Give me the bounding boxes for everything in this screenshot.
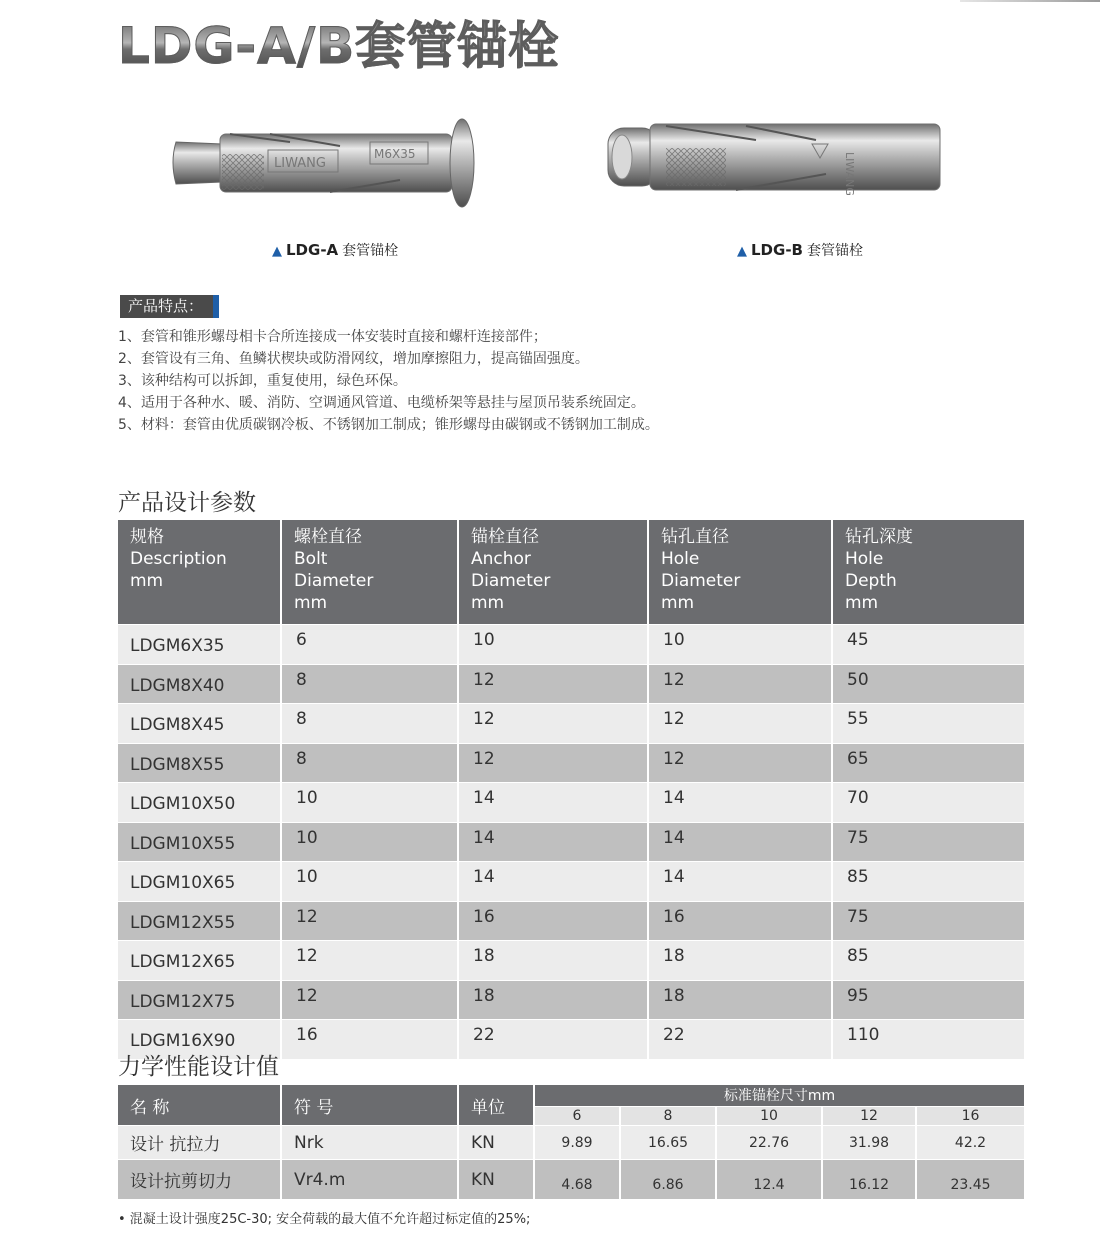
- spec-header-cell: [459, 520, 649, 624]
- mech-row-shear: [118, 1159, 1024, 1199]
- spec-header-line: 规格: [130, 527, 164, 547]
- mech-header-name: 名 称: [118, 1085, 282, 1125]
- spec-value-cell: 75: [833, 901, 1024, 941]
- spec-value-cell: 95: [833, 980, 1024, 1020]
- spec-header-line: Diameter: [471, 571, 551, 591]
- spec-value-cell: 110: [833, 1019, 1024, 1059]
- spec-model-cell: LDGM12X55: [118, 901, 282, 941]
- feature-item: 4、适用于各种水、暖、消防、空调通风管道、电缆桥架等悬挂与屋顶吊装系统固定。: [118, 395, 645, 411]
- svg-text:M6X35: M6X35: [374, 147, 416, 161]
- feature-item: 2、套管设有三角、鱼鳞状楔块或防滑网纹，增加摩擦阻力，提高锚固强度。: [118, 351, 589, 367]
- table-row: [118, 901, 1024, 941]
- spec-value-cell: 10: [649, 624, 833, 664]
- spec-header-cell: [118, 520, 282, 624]
- spec-model-cell: LDGM8X45: [118, 703, 282, 743]
- feature-item: 3、该种结构可以拆卸，重复使用，绿色环保。: [118, 373, 407, 389]
- spec-header-line: Hole: [845, 549, 884, 569]
- table-row: [118, 980, 1024, 1020]
- table-row: [118, 624, 1024, 664]
- spec-value-cell: 10: [282, 822, 459, 862]
- mech-cell-value: 4.68: [535, 1159, 621, 1199]
- ldg-b-code: LDG-B: [751, 241, 803, 259]
- spec-value-cell: 8: [282, 664, 459, 704]
- mech-cell-symbol: Nrk: [282, 1125, 459, 1159]
- spec-header-line: mm: [294, 593, 328, 613]
- spec-value-cell: 14: [649, 861, 833, 901]
- mech-header-unit: 单位: [459, 1085, 535, 1125]
- table-row: [118, 703, 1024, 743]
- mech-size-header: 8: [621, 1107, 717, 1125]
- spec-header-line: Bolt: [294, 549, 328, 569]
- mech-size-header: 6: [535, 1107, 621, 1125]
- ldg-b-anchor-image: [606, 118, 946, 198]
- spec-section-title: 产品设计参数: [118, 490, 256, 516]
- footnote: • 混凝土设计强度25C-30; 安全荷载的最大值不允许超过标定值的25%;: [118, 1212, 531, 1227]
- spec-table-body: [118, 624, 1024, 1059]
- mech-cell-value: 16.65: [621, 1125, 717, 1159]
- spec-model-cell: LDGM12X75: [118, 980, 282, 1020]
- spec-header-row: [118, 520, 1024, 624]
- mech-cell-unit: KN: [459, 1125, 535, 1159]
- mech-cell-name: 设计 抗拉力: [118, 1125, 282, 1159]
- corner-decoration-line: [960, 0, 1100, 2]
- mech-cell-value: 9.89: [535, 1125, 621, 1159]
- spec-value-cell: 85: [833, 861, 1024, 901]
- mech-cell-value: 42.2: [917, 1125, 1024, 1159]
- table-row: [118, 822, 1024, 862]
- spec-value-cell: 12: [282, 940, 459, 980]
- spec-model-cell: LDGM10X65: [118, 861, 282, 901]
- spec-header-line: mm: [845, 593, 879, 613]
- mech-size-header: 10: [717, 1107, 823, 1125]
- spec-value-cell: 8: [282, 743, 459, 783]
- spec-value-cell: 12: [649, 703, 833, 743]
- mech-cell-unit: KN: [459, 1159, 535, 1199]
- spec-header-line: mm: [130, 571, 164, 591]
- spec-header-line: Anchor: [471, 549, 531, 569]
- spec-model-cell: LDGM16X90: [118, 1019, 282, 1059]
- mech-header-symbol: 符 号: [282, 1085, 459, 1125]
- spec-model-cell: LDGM10X55: [118, 822, 282, 862]
- mech-table: [118, 1085, 1024, 1199]
- spec-value-cell: 75: [833, 822, 1024, 862]
- spec-model-cell: LDGM8X55: [118, 743, 282, 783]
- spec-header-line: 钻孔深度: [845, 527, 913, 547]
- table-row: [118, 940, 1024, 980]
- spec-model-cell: LDGM10X50: [118, 782, 282, 822]
- spec-model-cell: LDGM6X35: [118, 624, 282, 664]
- spec-value-cell: 16: [282, 1019, 459, 1059]
- mech-size-header: 16: [917, 1107, 1024, 1125]
- spec-value-cell: 45: [833, 624, 1024, 664]
- spec-header-line: 锚栓直径: [471, 527, 539, 547]
- ldg-a-code: LDG-A: [286, 241, 339, 259]
- ldg-b-caption: [737, 240, 863, 260]
- spec-value-cell: 18: [649, 940, 833, 980]
- spec-header-cell: [833, 520, 1024, 624]
- ldg-a-caption: [272, 240, 398, 260]
- spec-value-cell: 10: [459, 624, 649, 664]
- mech-header-sizes: 标准锚栓尺寸mm: [535, 1085, 1024, 1107]
- mech-cell-value: 12.4: [717, 1159, 823, 1199]
- spec-value-cell: 12: [282, 901, 459, 941]
- spec-header-line: 钻孔直径: [661, 527, 729, 547]
- spec-value-cell: 14: [459, 782, 649, 822]
- mech-cell-value: 31.98: [823, 1125, 917, 1159]
- spec-value-cell: 6: [282, 624, 459, 664]
- spec-header-line: mm: [661, 593, 695, 613]
- triangle-icon: ▲: [737, 244, 747, 259]
- spec-model-cell: LDGM8X40: [118, 664, 282, 704]
- triangle-icon: ▲: [272, 244, 282, 259]
- spec-header-line: Description: [130, 549, 227, 569]
- spec-value-cell: 12: [649, 743, 833, 783]
- ldg-a-anchor-image: [170, 112, 480, 212]
- spec-value-cell: 22: [459, 1019, 649, 1059]
- spec-value-cell: 16: [459, 901, 649, 941]
- table-row: [118, 743, 1024, 783]
- spec-value-cell: 12: [459, 703, 649, 743]
- spec-value-cell: 22: [649, 1019, 833, 1059]
- spec-value-cell: 14: [649, 822, 833, 862]
- spec-value-cell: 85: [833, 940, 1024, 980]
- spec-header-line: 螺栓直径: [294, 527, 362, 547]
- feature-item: 5、材料：套管由优质碳钢冷板、不锈钢加工制成；锥形螺母由碳钢或不锈钢加工制成。: [118, 417, 659, 433]
- spec-value-cell: 10: [282, 861, 459, 901]
- mech-size-header: 12: [823, 1107, 917, 1125]
- mech-cell-value: 6.86: [621, 1159, 717, 1199]
- spec-value-cell: 12: [459, 664, 649, 704]
- mech-cell-name: 设计抗剪切力: [118, 1159, 282, 1199]
- spec-value-cell: 8: [282, 703, 459, 743]
- spec-header-line: Depth: [845, 571, 897, 591]
- mech-cell-symbol: Vr4.m: [282, 1159, 459, 1199]
- spec-header-line: Diameter: [661, 571, 741, 591]
- spec-model-cell: LDGM12X65: [118, 940, 282, 980]
- spec-header-cell: [649, 520, 833, 624]
- spec-value-cell: 10: [282, 782, 459, 822]
- spec-value-cell: 12: [459, 743, 649, 783]
- spec-value-cell: 65: [833, 743, 1024, 783]
- mech-cell-value: 16.12: [823, 1159, 917, 1199]
- spec-header-cell: [282, 520, 459, 624]
- spec-header-line: Hole: [661, 549, 700, 569]
- features-list: [118, 326, 659, 436]
- spec-value-cell: 18: [459, 980, 649, 1020]
- spec-header-line: Diameter: [294, 571, 374, 591]
- ldg-a-marking-1: LIWANG: [274, 156, 326, 171]
- spec-value-cell: 50: [833, 664, 1024, 704]
- spec-value-cell: 14: [459, 861, 649, 901]
- svg-text:LIWANG: LIWANG: [843, 152, 856, 196]
- table-row: [118, 861, 1024, 901]
- ldg-b-name: 套管锚栓: [806, 243, 863, 259]
- spec-table: [118, 520, 1024, 1059]
- table-row: [118, 782, 1024, 822]
- mech-section-title: 力学性能设计值: [118, 1054, 279, 1080]
- spec-value-cell: 14: [649, 782, 833, 822]
- spec-value-cell: 14: [459, 822, 649, 862]
- spec-value-cell: 16: [649, 901, 833, 941]
- feature-item: 1、套管和锥形螺母相卡合所连接成一体安装时直接和螺杆连接部件；: [118, 329, 547, 345]
- mech-cell-value: 22.76: [717, 1125, 823, 1159]
- spec-value-cell: 18: [649, 980, 833, 1020]
- spec-value-cell: 18: [459, 940, 649, 980]
- ldg-a-name: 套管锚栓: [342, 243, 399, 259]
- mech-row-tension: [118, 1125, 1024, 1159]
- mech-cell-value: 23.45: [917, 1159, 1024, 1199]
- spec-value-cell: 55: [833, 703, 1024, 743]
- spec-value-cell: 70: [833, 782, 1024, 822]
- features-title: 产品特点：: [120, 295, 219, 318]
- table-row: [118, 664, 1024, 704]
- spec-header-line: mm: [471, 593, 505, 613]
- spec-value-cell: 12: [282, 980, 459, 1020]
- page-title: LDG-A/B套管锚栓: [118, 14, 559, 78]
- spec-value-cell: 12: [649, 664, 833, 704]
